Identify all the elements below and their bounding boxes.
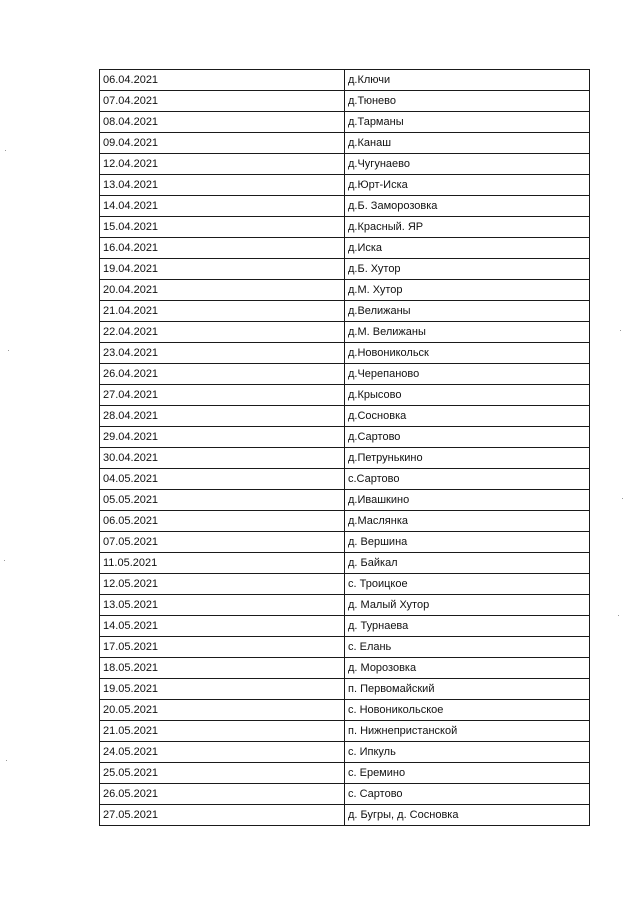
table-row bbox=[100, 238, 590, 259]
table-row bbox=[100, 742, 590, 763]
table-row bbox=[100, 427, 590, 448]
date-cell: 26.04.2021 bbox=[100, 364, 345, 385]
date-cell: 13.05.2021 bbox=[100, 595, 345, 616]
settlement-cell: д.Новоникольск bbox=[345, 343, 590, 364]
settlement-cell: д.Чугунаево bbox=[345, 154, 590, 175]
date-cell: 09.04.2021 bbox=[100, 133, 345, 154]
table-row bbox=[100, 784, 590, 805]
date-cell: 07.04.2021 bbox=[100, 91, 345, 112]
table-row bbox=[100, 91, 590, 112]
settlement-cell: д.Б. Заморозовка bbox=[345, 196, 590, 217]
date-cell: 19.04.2021 bbox=[100, 259, 345, 280]
table-row bbox=[100, 532, 590, 553]
table-row bbox=[100, 322, 590, 343]
date-cell: 27.05.2021 bbox=[100, 805, 345, 826]
date-cell: 21.05.2021 bbox=[100, 721, 345, 742]
settlement-cell: п. Нижнепристанской bbox=[345, 721, 590, 742]
date-cell: 28.04.2021 bbox=[100, 406, 345, 427]
date-cell: 20.05.2021 bbox=[100, 700, 345, 721]
date-cell: 17.05.2021 bbox=[100, 637, 345, 658]
settlement-cell: д.М. Велижаны bbox=[345, 322, 590, 343]
date-cell: 29.04.2021 bbox=[100, 427, 345, 448]
table-row bbox=[100, 343, 590, 364]
table-row bbox=[100, 196, 590, 217]
scan-speck bbox=[618, 615, 619, 616]
schedule-table-body bbox=[100, 70, 590, 826]
table-row bbox=[100, 364, 590, 385]
table-row bbox=[100, 658, 590, 679]
date-cell: 06.04.2021 bbox=[100, 70, 345, 91]
table-row bbox=[100, 616, 590, 637]
settlement-cell: п. Первомайский bbox=[345, 679, 590, 700]
table-row bbox=[100, 574, 590, 595]
table-row bbox=[100, 595, 590, 616]
date-cell: 30.04.2021 bbox=[100, 448, 345, 469]
scan-speck bbox=[5, 150, 6, 151]
table-row bbox=[100, 112, 590, 133]
scan-speck bbox=[620, 330, 621, 331]
settlement-cell: д.Красный. ЯР bbox=[345, 217, 590, 238]
settlement-cell: д. Байкал bbox=[345, 553, 590, 574]
table-row bbox=[100, 301, 590, 322]
date-cell: 16.04.2021 bbox=[100, 238, 345, 259]
settlement-cell: с. Ипкуль bbox=[345, 742, 590, 763]
settlement-cell: д.Петрунькино bbox=[345, 448, 590, 469]
scan-speck bbox=[6, 760, 7, 761]
settlement-cell: д.Канаш bbox=[345, 133, 590, 154]
scan-speck bbox=[4, 560, 5, 561]
settlement-cell: с. Еремино bbox=[345, 763, 590, 784]
table-row bbox=[100, 679, 590, 700]
table-row bbox=[100, 175, 590, 196]
table-row bbox=[100, 721, 590, 742]
date-cell: 19.05.2021 bbox=[100, 679, 345, 700]
table-row bbox=[100, 637, 590, 658]
settlement-cell: д.Велижаны bbox=[345, 301, 590, 322]
settlement-cell: д.Тюнево bbox=[345, 91, 590, 112]
date-cell: 11.05.2021 bbox=[100, 553, 345, 574]
settlement-cell: д.Ивашкино bbox=[345, 490, 590, 511]
settlement-cell: д.Сартово bbox=[345, 427, 590, 448]
table-row bbox=[100, 217, 590, 238]
table-row bbox=[100, 469, 590, 490]
settlement-cell: д. Малый Хутор bbox=[345, 595, 590, 616]
date-cell: 21.04.2021 bbox=[100, 301, 345, 322]
table-row bbox=[100, 259, 590, 280]
date-cell: 13.04.2021 bbox=[100, 175, 345, 196]
settlement-cell: с. Троицкое bbox=[345, 574, 590, 595]
settlement-cell: с. Новоникольское bbox=[345, 700, 590, 721]
date-cell: 05.05.2021 bbox=[100, 490, 345, 511]
date-cell: 12.04.2021 bbox=[100, 154, 345, 175]
date-cell: 22.04.2021 bbox=[100, 322, 345, 343]
table-row bbox=[100, 133, 590, 154]
settlement-cell: с. Елань bbox=[345, 637, 590, 658]
date-cell: 23.04.2021 bbox=[100, 343, 345, 364]
date-cell: 12.05.2021 bbox=[100, 574, 345, 595]
settlement-cell: д.М. Хутор bbox=[345, 280, 590, 301]
table-row bbox=[100, 385, 590, 406]
date-cell: 04.05.2021 bbox=[100, 469, 345, 490]
settlement-cell: д.Крысово bbox=[345, 385, 590, 406]
date-cell: 18.05.2021 bbox=[100, 658, 345, 679]
settlement-cell: д.Сосновка bbox=[345, 406, 590, 427]
table-row bbox=[100, 700, 590, 721]
settlement-cell: д. Турнаева bbox=[345, 616, 590, 637]
settlement-cell: д. Бугры, д. Сосновка bbox=[345, 805, 590, 826]
date-cell: 24.05.2021 bbox=[100, 742, 345, 763]
settlement-cell: д.Б. Хутор bbox=[345, 259, 590, 280]
settlement-cell: с.Сартово bbox=[345, 469, 590, 490]
date-cell: 15.04.2021 bbox=[100, 217, 345, 238]
schedule-table bbox=[99, 69, 590, 826]
date-cell: 25.05.2021 bbox=[100, 763, 345, 784]
date-cell: 06.05.2021 bbox=[100, 511, 345, 532]
table-row bbox=[100, 448, 590, 469]
date-cell: 20.04.2021 bbox=[100, 280, 345, 301]
table-row bbox=[100, 406, 590, 427]
settlement-cell: д.Черепаново bbox=[345, 364, 590, 385]
settlement-cell: д. Вершина bbox=[345, 532, 590, 553]
date-cell: 14.05.2021 bbox=[100, 616, 345, 637]
settlement-cell: с. Сартово bbox=[345, 784, 590, 805]
scan-speck bbox=[8, 350, 9, 351]
table-row bbox=[100, 70, 590, 91]
settlement-cell: д. Морозовка bbox=[345, 658, 590, 679]
settlement-cell: д.Иска bbox=[345, 238, 590, 259]
settlement-cell: д.Тарманы bbox=[345, 112, 590, 133]
table-row bbox=[100, 490, 590, 511]
table-row bbox=[100, 280, 590, 301]
date-cell: 26.05.2021 bbox=[100, 784, 345, 805]
scan-speck bbox=[622, 498, 623, 499]
settlement-cell: д.Маслянка bbox=[345, 511, 590, 532]
date-cell: 07.05.2021 bbox=[100, 532, 345, 553]
date-cell: 08.04.2021 bbox=[100, 112, 345, 133]
table-row bbox=[100, 763, 590, 784]
table-row bbox=[100, 805, 590, 826]
table-row bbox=[100, 511, 590, 532]
date-cell: 14.04.2021 bbox=[100, 196, 345, 217]
table-row bbox=[100, 154, 590, 175]
date-cell: 27.04.2021 bbox=[100, 385, 345, 406]
settlement-cell: д.Юрт-Иска bbox=[345, 175, 590, 196]
settlement-cell: д.Ключи bbox=[345, 70, 590, 91]
table-row bbox=[100, 553, 590, 574]
